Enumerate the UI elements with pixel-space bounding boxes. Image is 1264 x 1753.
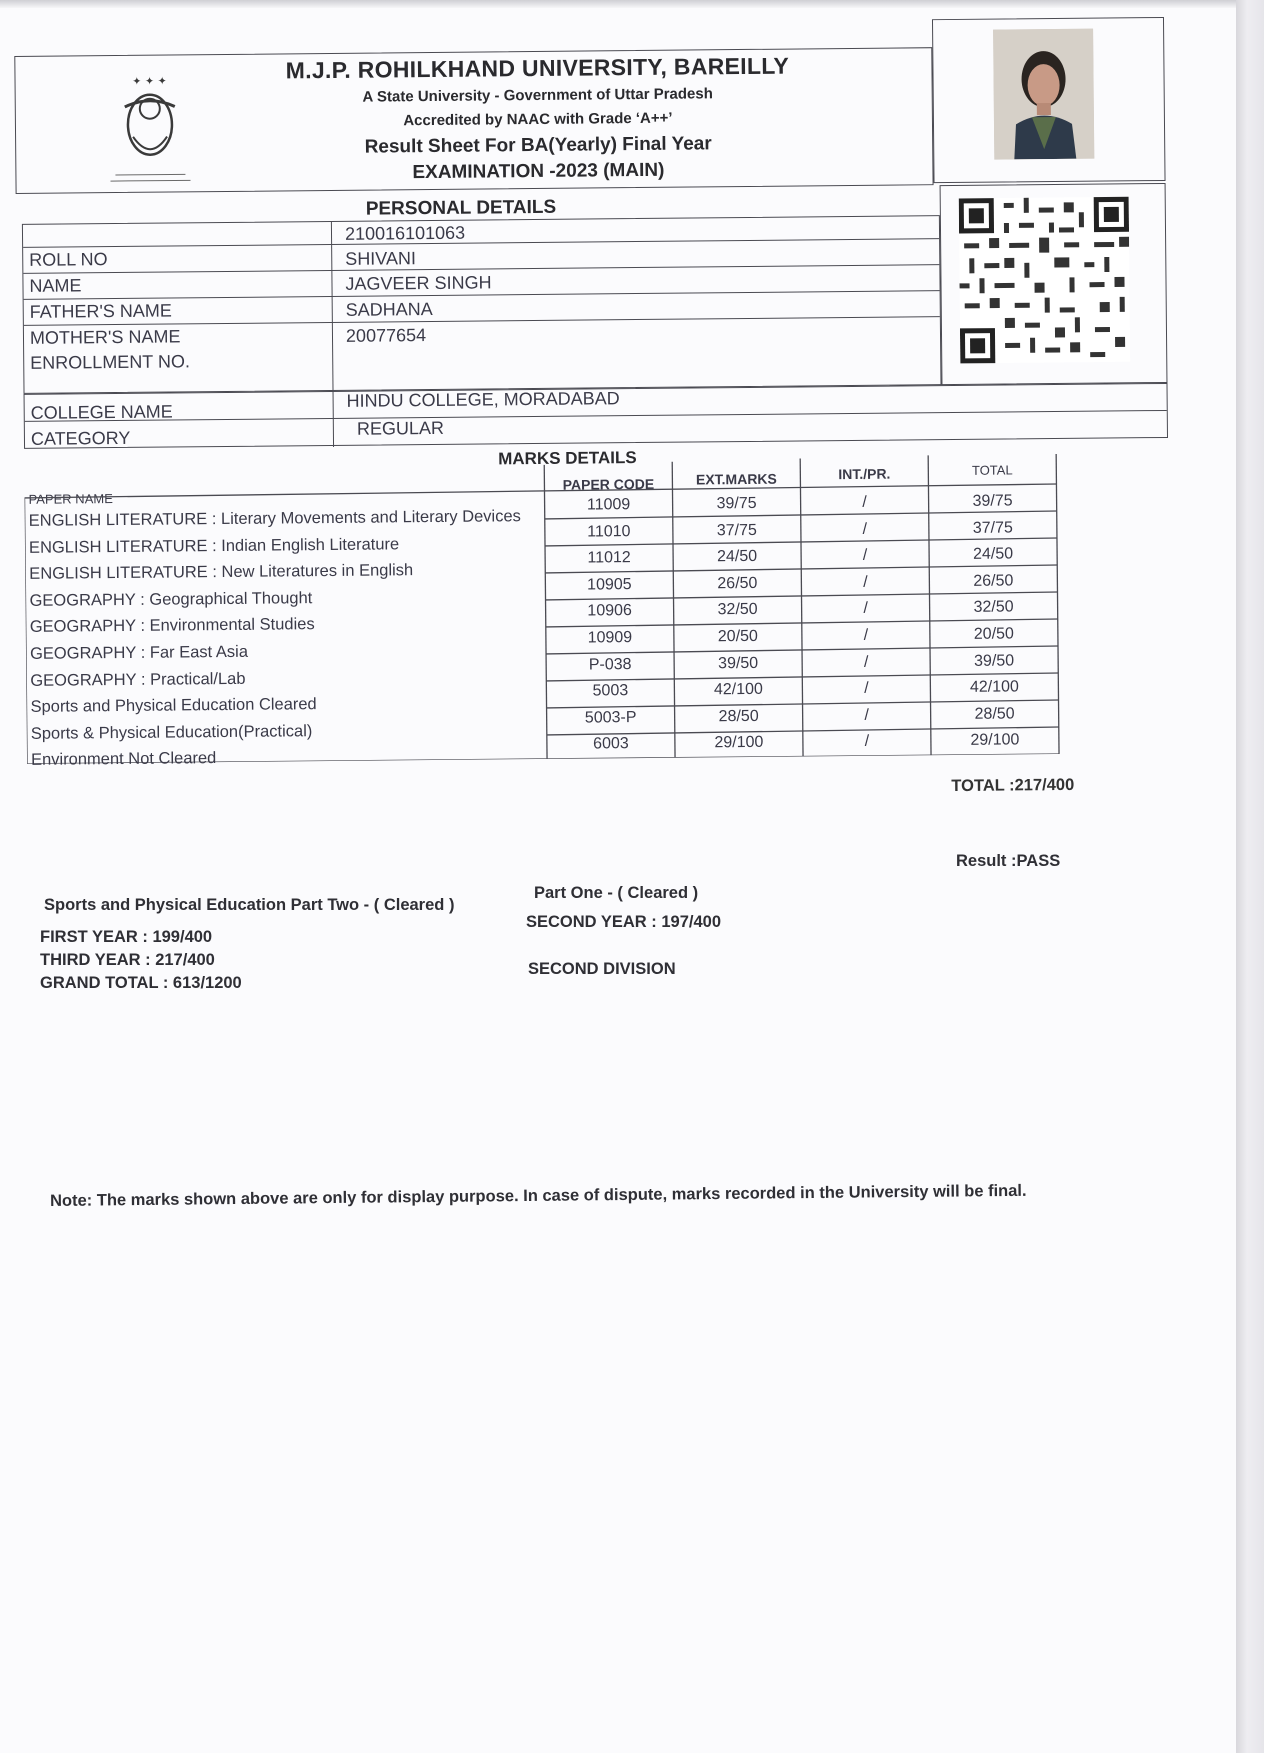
paper-name-cell: Environment Not Cleared [30,749,217,769]
first-year-text: FIRST YEAR : 199/400 [40,928,213,946]
total-cell: 26/50 [973,572,1014,590]
int-pr-header: INT./PR. [838,465,891,483]
ext-marks-cell: 32/50 [717,600,758,619]
paper-name-cell: GEOGRAPHY : Environmental Studies [29,615,315,636]
paper-name-cell: Sports and Physical Education Cleared [30,695,317,716]
paper-code-cell: 6003 [593,735,629,753]
qr-code-box [940,183,1168,385]
paper-name-cell: GEOGRAPHY : Far East Asia [29,642,249,663]
paper-code-cell: 10905 [587,576,632,594]
int-pr-cell: / [862,546,868,564]
paper-code-cell: 10906 [587,602,632,620]
disclaimer-note: Note: The marks shown above are only for display purpose. In case of dispute, marks recorded in the University will be final. [50,1181,1027,1210]
category-value: REGULAR [356,417,445,439]
result-sheet-title: Result Sheet For BA(Yearly) Final Year [364,133,712,158]
paper-code-cell: 5003-P [584,709,637,727]
total-cell: 28/50 [974,705,1015,723]
roll-no-value: 210016101063 [344,222,466,244]
name-label: NAME [29,275,82,296]
paper-code-cell: 10909 [587,629,633,647]
fathers-name-label: FATHER'S NAME [29,300,172,322]
total-cell: 32/50 [973,598,1014,616]
total-marks: TOTAL :217/400 [951,775,1075,796]
paper-code-cell: P-038 [588,656,632,674]
college-name-label: COLLEGE NAME [30,401,173,423]
college-name-value: HINDU COLLEGE, MORADABAD [346,388,620,411]
first-year-total [40,928,212,947]
int-pr-cell: / [863,626,869,644]
mothers-name-value: SADHANA [345,298,433,320]
personal-details-table [22,215,942,394]
total-cell: 39/50 [974,652,1015,670]
int-pr-cell: / [862,520,868,538]
roll-no-label: ROLL NO [29,249,108,270]
int-pr-cell: / [863,653,869,671]
paper-code-cell: 11009 [586,496,631,514]
int-pr-cell: / [863,573,868,591]
ext-marks-cell: 39/50 [718,654,759,673]
total-cell: 29/100 [970,731,1020,749]
int-pr-cell: / [863,599,868,617]
total-cell: 37/75 [972,519,1013,537]
marks-details-title: MARKS DETAILS [498,448,637,469]
ext-marks-cell: 28/50 [718,707,759,726]
total-cell: 24/50 [973,545,1014,563]
qr-code-icon [959,196,1131,364]
fathers-name-value: JAGVEER SINGH [345,272,492,294]
ext-marks-cell: 26/50 [717,574,758,593]
paper-name-cell: GEOGRAPHY : Geographical Thought [29,589,313,610]
int-pr-cell: / [862,493,867,511]
paper-code-cell: 11010 [587,523,631,541]
third-year-total: THIRD YEAR : 217/400 [40,951,215,969]
college-category-table [24,383,1168,449]
paper-code-cell: 5003 [592,682,629,700]
total-cell: 42/100 [969,678,1019,696]
paper-name-cell: GEOGRAPHY : Practical/Lab [30,669,246,690]
paper-name-cell: ENGLISH LITERATURE : New Literatures in English [29,561,414,583]
student-photo [993,29,1094,160]
paper-name-cell: ENGLISH LITERATURE : Indian English Literature [28,535,400,557]
mothers-name-label: MOTHER'S NAME [29,326,181,348]
result-sheet [14,15,1182,841]
total-header: TOTAL [971,462,1013,478]
paper-code-cell: 11012 [587,549,631,567]
examination-title: EXAMINATION -2023 (MAIN) [412,159,665,184]
enrollment-value: 20077654 [345,325,427,346]
paper-right-edge [1236,0,1264,1753]
int-pr-cell: / [864,732,870,750]
ext-marks-cell: 20/50 [717,627,758,646]
university-status: A State University - Government of Uttar Pradesh [362,85,713,106]
part-one: Part One - ( Cleared ) [534,884,699,902]
result-status: Result :PASS [956,852,1061,870]
paper-name-cell: ENGLISH LITERATURE : Literary Movements and Literary Devices [28,507,521,530]
int-pr-cell: / [864,706,869,724]
paper-code-header: PAPER CODE [562,475,655,493]
total-cell: 20/50 [973,625,1014,643]
grand-total: GRAND TOTAL : 613/1200 [40,974,242,992]
sports-part-two: Sports and Physical Education Part Two - ( Cleared ) [44,896,455,914]
second-year-total: SECOND YEAR : 197/400 [526,913,722,931]
ext-marks-cell: 37/75 [716,521,757,540]
enrollment-label: ENROLLMENT NO. [30,351,191,373]
ext-marks-header: EXT.MARKS [695,470,777,488]
category-label: CATEGORY [30,427,131,449]
svg-text:✦ ✦ ✦: ✦ ✦ ✦ [132,74,167,88]
university-title: M.J.P. ROHILKHAND UNIVERSITY, BAREILLY [285,52,790,84]
int-pr-cell: / [864,679,869,697]
university-logo [74,66,225,187]
accreditation: Accredited by NAAC with Grade ‘A++’ [403,109,673,130]
division: SECOND DIVISION [528,960,676,978]
name-value: SHIVANI [345,248,417,269]
ext-marks-cell: 24/50 [717,547,758,566]
ext-marks-cell: 39/75 [716,494,757,513]
ext-marks-cell: 42/100 [713,680,763,699]
personal-details-title: PERSONAL DETAILS [365,196,557,220]
total-cell: 39/75 [972,492,1013,510]
paper-top-edge [0,0,1240,8]
paper-name-header: PAPER NAME [28,491,113,507]
paper-name-cell: Sports & Physical Education(Practical) [30,722,313,743]
photo-box [932,17,1166,183]
ext-marks-cell: 29/100 [714,733,764,752]
